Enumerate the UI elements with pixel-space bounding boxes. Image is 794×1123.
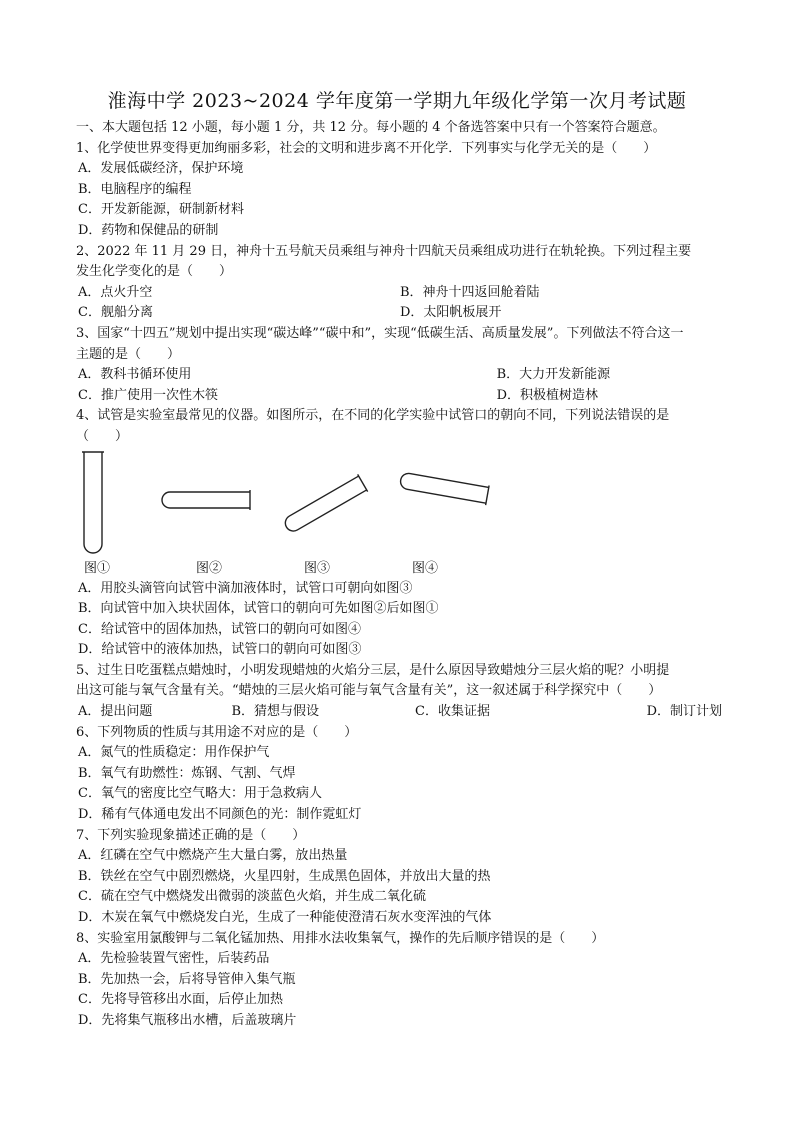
figure-label-1: 图① [84,560,111,576]
q5-stem-line2: 出这可能与氧气含量有关。“蜡烛的三层火焰可能与氧气含量有关”，这一叙述属于科学探究中（ ） [76,683,662,699]
q1-option-c: C．开发新能源，研制新材料 [78,202,244,218]
exam-content [76,118,722,1032]
test-tube-vertical [82,452,104,553]
q6-option-d: D．稀有气体通电发出不同颜色的光：制作霓虹灯 [78,807,362,823]
q8-option-b: B．先加热一会，后将导管伸入集气瓶 [78,971,296,987]
test-tube-figure-svg [76,448,722,563]
q2-option-a: A．点火升空 [78,284,153,300]
q8-option-c: C．先将导管移出水面，后停止加热 [78,992,283,1008]
q1-option-b: B．电脑程序的编程 [78,181,192,197]
q4-stem-line2: （ ） [76,428,129,444]
q8-option-a: A．先检验装置气密性，后装药品 [78,951,270,967]
q5-option-d: D．制订计划 [646,704,722,720]
q4-option-d: D．给试管中的液体加热，试管口的朝向可如图③ [78,642,362,658]
q6-option-c: C．氧气的密度比空气略大：用于急救病人 [78,786,322,802]
test-tube-horizontal [162,490,250,510]
figure-label-3: 图③ [304,560,331,576]
figure-label-4: 图④ [412,560,439,576]
q4-option-b: B．向试管中加入块状固体，试管口的朝向可先如图②后如图① [78,601,439,617]
q2-option-c: C．舰船分离 [78,305,153,321]
q4-stem-line1: 4、试管是实验室最常见的仪器。如图所示，在不同的化学实验中试管口的朝向不同，下列说法错误的是 [76,408,670,424]
q5-options-row [76,702,722,723]
q8-stem: 8、实验室用氯酸钾与二氧化锰加热、用排水法收集氧气，操作的先后顺序错误的是（ ） [76,930,605,946]
q7-stem: 7、下列实验现象描述正确的是（ ） [76,827,306,843]
q3-stem-line2: 主题的是（ ） [76,346,181,362]
q3-option-a: A．教科书循环使用 [78,367,192,383]
q2-stem-line1: 2、2022 年 11 月 29 日，神舟十五号航天员乘组与神舟十四航天员乘组成功进行在轨轮换。下列过程主要 [76,243,692,259]
q5-option-b: B．猜想与假设 [231,704,320,720]
q1-option-a: A．发展低碳经济，保护环境 [78,161,244,177]
q5-option-a: A．提出问题 [78,704,153,720]
q4-option-c: C．给试管中的固体加热，试管口的朝向可如图④ [78,621,361,637]
q7-option-d: D．木炭在氧气中燃烧发白光，生成了一种能使澄清石灰水变浑浊的气体 [78,910,492,925]
test-tube-tilted-up [281,474,367,535]
q2-options-row2 [76,303,722,324]
q5-stem-line1: 5、过生日吃蛋糕点蜡烛时，小明发现蜡烛的火焰分三层，是什么原因导致蜡烛分三层火焰的呢？小明提 [76,662,670,678]
q1-option-d: D．药物和保健品的研制 [78,222,219,238]
q5-option-c: C．收集证据 [415,704,490,720]
q3-stem-line1: 3、国家“十四五”规划中提出实现“碳达峰”“碳中和”，实现“低碳生活、高质量发展”。下列做法不符合这一 [76,325,684,341]
q3-options-row2 [76,386,722,407]
q2-option-b: B．神舟十四返回舱着陆 [400,284,540,300]
q6-option-b: B．氧气有助燃性：炼钢、气割、气焊 [78,765,296,781]
q8-option-d: D．先将集气瓶移出水槽，后盖玻璃片 [78,1012,297,1028]
section-heading: 一、本大题包括 12 小题，每小题 1 分，共 12 分。每小题的 4 个备选答案中只有一个答案符合题意。 [76,120,666,135]
q4-option-a: A．用胶头滴管向试管中滴加液体时，试管口可朝向如图③ [78,580,413,596]
figure-label-2: 图② [196,560,223,576]
q6-stem: 6、下列物质的性质与其用途不对应的是（ ） [76,724,358,740]
q3-option-b: B．大力开发新能源 [496,367,611,383]
q1-stem: 1、化学使世界变得更加绚丽多彩，社会的文明和进步离不开化学．下列事实与化学无关的是（ ） [76,140,657,156]
test-tube-tilted-down [399,470,489,505]
q6-option-a: A．氮气的性质稳定：用作保护气 [78,745,270,761]
exam-title: 淮海中学 2023~2024 学年度第一学期九年级化学第一次月考试题 [107,90,687,112]
test-tube-figures [76,448,722,563]
q2-option-d: D．太阳帆板展开 [400,305,502,321]
q3-option-c: C．推广使用一次性木筷 [78,387,218,403]
q2-options-row1 [76,283,722,304]
q7-option-b: B．铁丝在空气中剧烈燃烧，火星四射，生成黑色固体，并放出大量的热 [78,868,491,884]
q7-option-a: A．红磷在空气中燃烧产生大量白雾，放出热量 [78,848,348,864]
q3-options-row1 [76,365,722,386]
q2-stem-line2: 发生化学变化的是（ ） [76,264,233,280]
q7-option-c: C．硫在空气中燃烧发出微弱的淡蓝色火焰，并生成二氧化硫 [78,889,426,905]
q3-option-d: D．积极植树造林 [496,387,599,403]
